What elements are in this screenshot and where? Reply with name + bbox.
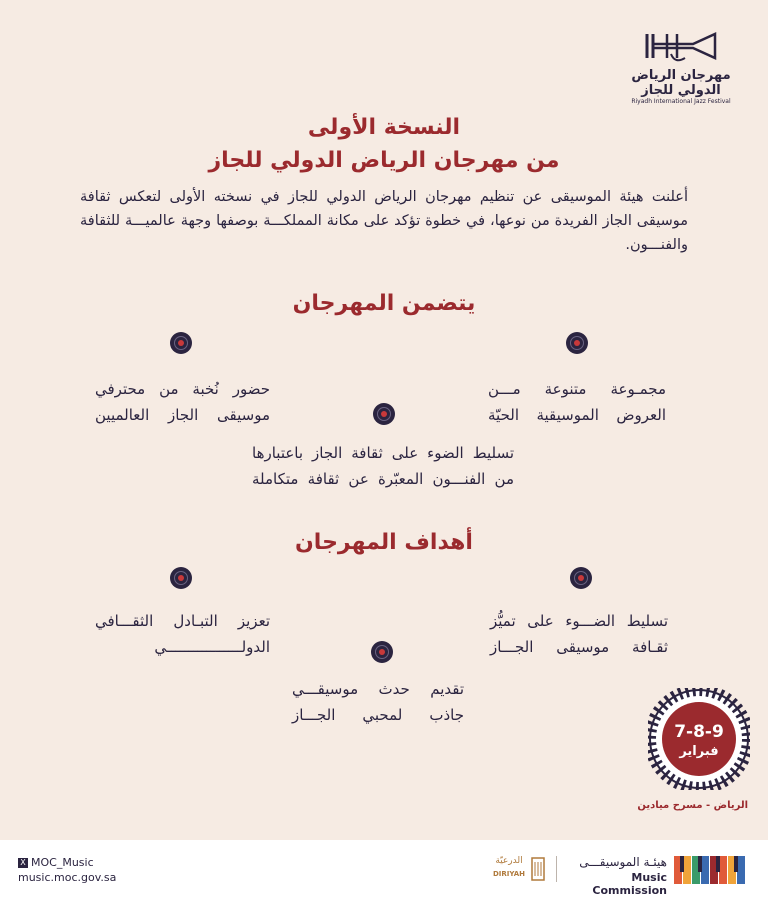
list-item <box>95 608 270 660</box>
item-line2: الدولـــــــــــــــــي <box>154 638 270 656</box>
date-badge <box>648 688 750 790</box>
bullet-dot-icon <box>170 567 192 589</box>
bullet-dot-icon <box>170 332 192 354</box>
item-line2: من الفنـــون المعبّرة عن ثقافة متكاملة <box>252 470 514 488</box>
section-heading-goals: أهداف المهرجان <box>295 530 473 555</box>
item-line1: حضور نُخبة من محترفي <box>95 380 270 398</box>
badge-month: فبراير <box>679 744 719 759</box>
social-handle[interactable] <box>18 856 94 869</box>
item-line1: تقديم حدث موسيقـــي <box>292 680 464 698</box>
page-title-line2: من مهرجان الرياض الدولي للجاز <box>208 148 560 173</box>
commission-name-ar: هيئـة الموسيقـــى <box>579 855 667 869</box>
diriyah-en: DIRIYAH <box>492 870 526 878</box>
commission-logo <box>674 856 746 884</box>
x-icon: X <box>18 858 28 868</box>
list-item <box>95 376 270 428</box>
item-line1: تسليط الضـــوء على تميُّز <box>490 612 668 630</box>
badge-dates: 7-8-9 <box>674 722 724 742</box>
bullet-dot-icon <box>373 403 395 425</box>
bullet-dot-icon <box>566 332 588 354</box>
venue-label: الرياض - مسرح ميادين <box>637 800 748 811</box>
item-line1: تسليط الضوء على ثقافة الجاز باعتبارها <box>252 444 514 462</box>
item-line2: جاذب لمحبي الجـــاز <box>292 706 464 724</box>
page-title-line1: النسخة الأولى <box>307 115 461 140</box>
piano-keys-icon <box>674 856 746 884</box>
bullet-dot-icon <box>570 567 592 589</box>
item-line1: مجمـوعة متنوعة مـــن <box>488 380 666 398</box>
item-line2: موسيقى الجاز العالميين <box>95 406 270 424</box>
logo-name-line2: الدولي للجاز <box>641 83 721 98</box>
list-item <box>252 440 514 492</box>
diriyah-ar: الدرعيّة <box>495 856 523 866</box>
logo-name-en: Riyadh International Jazz Festival <box>631 98 731 105</box>
intro-paragraph: أعلنت هيئة الموسيقى عن تنظيم مهرجان الرياض الدولي للجاز في نسخته الأولى لتعكس ثقافة موسيقى الجاز الفريدة من نوعها، في خطوة تؤكد على مكانة المملكـــة بوصفها وجهة عالميـــة للثقافة والفنـــون. <box>80 189 688 253</box>
logo-name-line1: مهرجان الرياض <box>631 68 731 83</box>
commission-name-en: Music Commission <box>592 871 667 897</box>
section-heading-includes: يتضمن المهرجان <box>292 291 476 316</box>
list-item <box>490 608 668 660</box>
festival-logo <box>616 28 746 123</box>
bullet-dot-icon <box>371 641 393 663</box>
item-line2: العروض الموسيقية الحيّة <box>488 406 666 424</box>
list-item <box>488 376 666 428</box>
divider <box>556 856 557 882</box>
trumpet-icon <box>641 28 721 68</box>
social-handle-text: MOC_Music <box>31 856 94 869</box>
item-line2: ثقـافة موسيقى الجـــاز <box>490 638 668 656</box>
list-item <box>292 676 464 728</box>
diriyah-logo <box>488 854 550 884</box>
website-link[interactable]: music.moc.gov.sa <box>18 871 117 884</box>
item-line1: تعزيز التبـادل الثقـــافي <box>95 612 270 630</box>
